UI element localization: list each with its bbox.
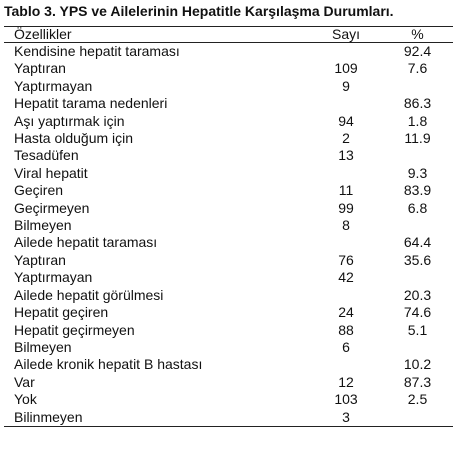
table-row [4,78,453,95]
row-label: Hasta olduğum için [14,130,134,147]
row-percent: 1.8 [407,112,428,129]
row-count: 11 [338,182,354,199]
row-label: Bilmeyen [14,338,72,355]
row-label: Geçiren [14,182,64,199]
table-row [4,287,453,304]
row-count: 12 [338,373,354,390]
row-count: 99 [338,199,354,216]
row-percent [382,269,453,286]
row-count: 9 [342,77,350,94]
row-label: Bilmeyen [14,217,72,234]
table-row [4,113,453,130]
row-percent [382,339,453,356]
row-count: 103 [334,391,358,408]
table-row [4,339,453,356]
row-count [310,165,382,182]
row-percent: 64.4 [403,234,432,251]
row-count: 109 [334,60,358,77]
row-count: 24 [338,304,354,321]
row-percent: 6.8 [407,199,428,216]
row-count [310,356,382,373]
table-row [4,217,453,234]
row-label: Ailede kronik hepatit B hastası [14,356,203,373]
table-row [4,130,453,147]
table-row [4,147,453,164]
table-row [4,356,453,373]
row-percent: 9.3 [407,164,428,181]
row-label: Hepatit geçirmeyen [14,321,135,338]
row-count: 2 [342,130,350,147]
table-row [4,409,453,427]
row-label: Hepatit tarama nedenleri [14,95,168,112]
row-label: Yaptıran [14,60,66,77]
row-label: Var [14,373,35,390]
column-header-count: Sayı [310,27,382,43]
row-percent: 74.6 [403,304,432,321]
row-label: Geçirmeyen [14,199,90,216]
row-percent: 7.6 [407,60,428,77]
row-label: Tesadüfen [14,147,79,164]
table-row [4,165,453,182]
row-percent: 2.5 [407,391,428,408]
row-percent: 86.3 [403,95,432,112]
row-percent: 20.3 [403,286,432,303]
row-count [310,43,382,61]
row-percent: 5.1 [407,321,428,338]
table-row [4,374,453,391]
table-row [4,60,453,77]
row-count: 42 [338,269,354,286]
row-count [310,287,382,304]
row-count: 94 [338,112,354,129]
row-count: 8 [342,217,350,234]
row-percent: 11.9 [404,130,431,147]
row-label: Yok [14,391,37,408]
table-row [4,269,453,286]
table-row [4,252,453,269]
row-count: 3 [310,409,382,427]
row-count: 88 [338,321,354,338]
row-percent [382,78,453,95]
table-row [4,234,453,251]
row-percent: 10.2 [403,356,432,373]
row-label: Yaptıran [14,251,66,268]
table-title: Tablo 3. YPS ve Ailelerinin Hepatitle Karşılaşma Durumları. [4,3,394,19]
row-label: Bilinmeyen [4,409,310,427]
row-label: Ailede hepatit görülmesi [14,286,164,303]
table-row [4,304,453,321]
row-count [310,234,382,251]
row-label: Ailede hepatit taraması [14,234,158,251]
row-label: Yaptırmayan [14,77,93,94]
row-count: 76 [338,251,354,268]
header-row [4,27,453,43]
data-table [4,26,453,427]
column-header-features: Özellikler [4,27,310,43]
row-label: Kendisine hepatit taraması [14,43,180,59]
row-percent [382,147,453,164]
row-percent: 87.3 [403,373,432,390]
table-row [4,95,453,112]
row-label: Viral hepatit [14,164,88,181]
table-row [4,182,453,199]
row-percent: 35.6 [403,251,432,268]
table-row [4,200,453,217]
row-percent: 92.4 [403,43,432,59]
row-count: 6 [342,338,350,355]
row-percent [382,217,453,234]
row-count [310,95,382,112]
row-label: Hepatit geçiren [14,304,109,321]
table-row [4,391,453,408]
column-header-percent: % [382,27,453,43]
row-percent: 83.9 [403,182,432,199]
row-count: 13 [338,147,354,164]
row-label: Yaptırmayan [14,269,93,286]
table-row [4,43,453,61]
row-label: Aşı yaptırmak için [14,112,125,129]
table-row [4,322,453,339]
row-percent [382,409,453,427]
